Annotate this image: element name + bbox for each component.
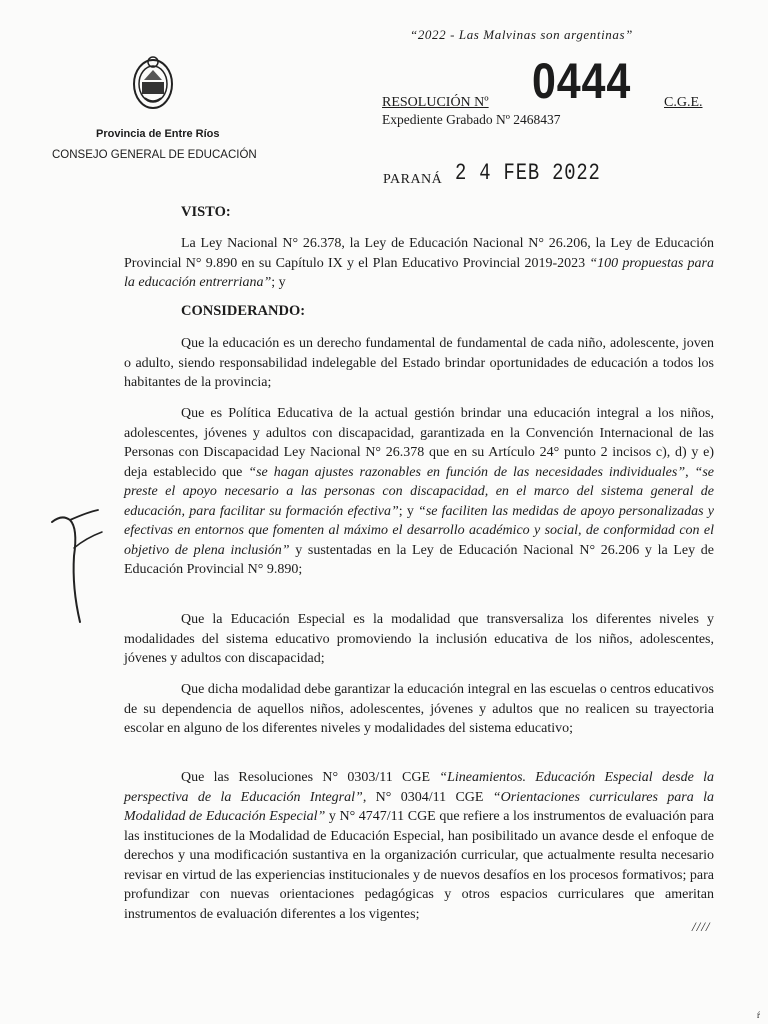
- separator: ; y: [398, 503, 419, 519]
- continuation-mark: ////: [692, 919, 711, 934]
- file-number: Expediente Grabado Nº 2468437: [382, 112, 561, 127]
- paragraph-5-quote-1: “Lineamientos. Educación Especial desde la perspectiva de la Educación Integral”: [124, 770, 714, 805]
- considerando-heading: CONSIDERANDO:: [181, 303, 306, 319]
- paragraph-3-text: Que la Educación Especial es la modalidad que transversaliza los diferentes niveles y modalidades del sistema educativo promoviendo la inclusión educativa de los niños, adolescentes, jóvenes y adultos con discapacidad;: [124, 612, 714, 666]
- visto-quote: “100 propuestas para la educación entrerriana”: [124, 255, 714, 290]
- date-stamp: 2 4 FEB 2022: [455, 160, 601, 186]
- paragraph-4-text: Que dicha modalidad debe garantizar la educación integral en las escuelas o centros educativos de su dependencia de aquellos niños, adolescentes, jóvenes y adultos que no realicen su trayectoria escolar en alguno de los diferentes niveles y modalidades del sistema educativo;: [124, 682, 714, 736]
- paragraph-1-text: Que la educación es un derecho fundamental de fundamental de cada niño, adolescente, joven o adulto, siendo responsabilidad indelegable del Estado brindar oportunidades de educación a todos los habitantes de la provincia;: [124, 336, 714, 390]
- place-label: PARANÁ: [383, 172, 443, 187]
- motto-heading: “2022 - Las Malvinas son argentinas”: [410, 27, 633, 42]
- separator: , N° 0304/11 CGE: [362, 789, 493, 805]
- resolution-suffix: C.G.E.: [664, 95, 703, 110]
- considerando-paragraph-2: [124, 404, 714, 580]
- paragraph-2-text: Que es Política Educativa de la actual gestión brindar una educación integral a los niños, adolescentes, jóvenes y adultos con discapacidad, garantizada en la Convención Internacional de las Personas con Discapacidad Ley Nacional N° 26.378 que en su Artículo 24° punto 2 incisos c), d) y e) deja establecido que: [124, 406, 714, 480]
- separator: ,: [685, 464, 695, 480]
- considerando-paragraph-1: [124, 334, 714, 393]
- paragraph-5-text: Que las Resoluciones N° 0303/11 CGE: [181, 770, 440, 785]
- paragraph-2-text-end: y sustentadas en la Ley de Educación Nacional N° 26.206 y la Ley de Educación Provincial N° 9.890;: [124, 542, 715, 577]
- province-name: Provincia de Entre Ríos: [96, 128, 220, 140]
- considerando-paragraph-5: [124, 768, 714, 924]
- paragraph-2-quote-3: “se faciliten las medidas de apoyo personalizadas y efectivas en entornos que fomenten al máximo el desarrollo académico y social, de conformidad con el objetivo de plena inclusión”: [124, 503, 715, 558]
- paragraph-2-quote-2: “se preste el apoyo necesario a las personas con discapacidad, en el marco del sistema general de educación, para facilitar su formación efectiva”: [124, 464, 714, 519]
- corner-mark: ŕ: [757, 1010, 760, 1020]
- handwritten-signature: [48, 508, 108, 626]
- visto-text-end: ; y: [271, 275, 286, 290]
- visto-paragraph: [124, 234, 714, 293]
- provincial-coat-of-arms-icon: [131, 52, 175, 112]
- visto-text: La Ley Nacional N° 26.378, la Ley de Educación Nacional N° 26.206, la Ley de Educación Provincial N° 9.890 en su Capítulo IX y el Plan Educativo Provincial 2019-2023: [124, 236, 714, 271]
- council-name: CONSEJO GENERAL DE EDUCACIÓN: [52, 149, 257, 161]
- paragraph-2-quote-1: “se hagan ajustes razonables en función de las necesidades individuales”: [248, 464, 686, 480]
- visto-heading: VISTO:: [181, 204, 231, 220]
- considerando-paragraph-3: [124, 610, 714, 669]
- paragraph-5-quote-2: “Orientaciones curriculares para la Modalidad de Educación Especial”: [124, 789, 714, 824]
- considerando-paragraph-4: [124, 680, 714, 739]
- paragraph-5-text-end: y N° 4747/11 CGE que refiere a los instrumentos de evaluación para las instituciones de la Modalidad de Educación Especial, han posibilitado un avance desde el enfoque de derechos y una modificación sustantiva en la organización curricular, que actualmente resulta necesario revisar en virtud de las experiencias institucionales y de nuevos desafíos en los procesos formativos; para profundizar con nuevas orientaciones pedagógicas y otros espacios curriculares que ameritan instrumentos de evaluación diferentes a los vigentes;: [124, 809, 714, 922]
- resolution-label: RESOLUCIÓN Nº: [382, 95, 489, 110]
- resolution-number: 0444: [532, 53, 632, 109]
